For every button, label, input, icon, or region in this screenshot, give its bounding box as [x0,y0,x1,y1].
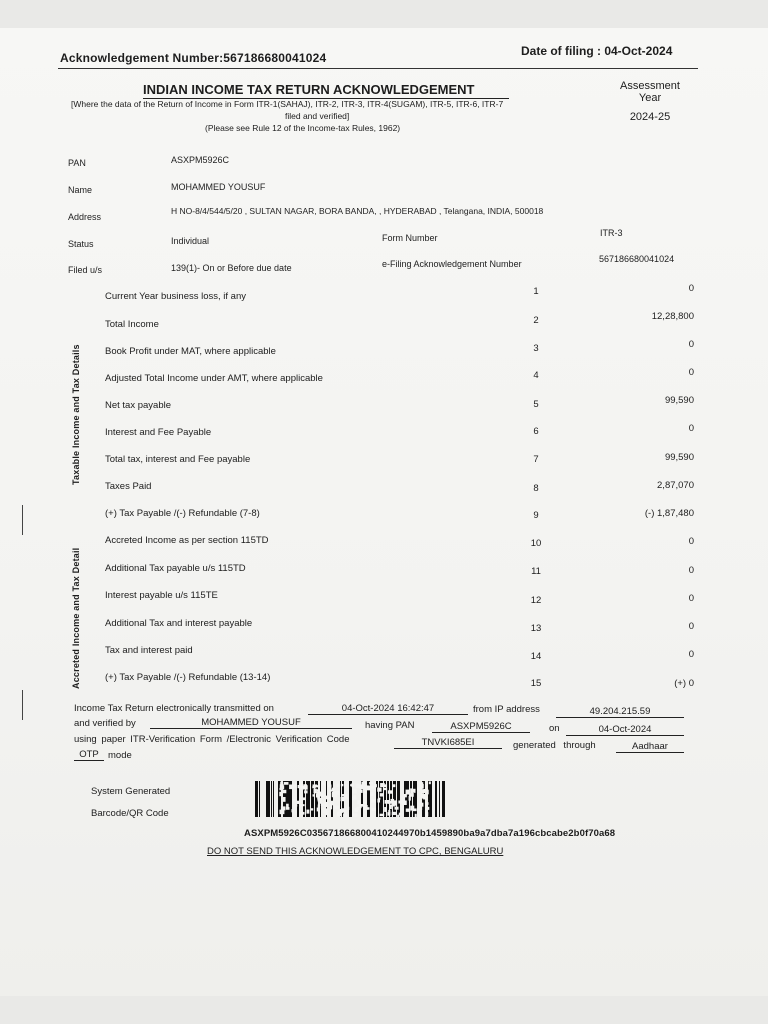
barcode-hash: ASXPM5926C035671866800410244970b1459890ba9a7dba7a196cbcabe2b0f70a68 [244,828,616,839]
row-number: 14 [530,651,542,662]
row-value: 0 [688,593,694,604]
system-generated-label: System Generated [91,786,171,797]
row-label: (+) Tax Payable /(-) Refundable (7-8) [105,508,260,519]
assessment-year-value: 2024-25 [629,111,671,123]
barcode-label: Barcode/QR Code [91,808,169,819]
row-value: 0 [688,536,694,547]
row-number: 5 [533,399,539,410]
row-value: 12,28,800 [651,311,694,322]
verification-method-b: OTP [74,749,104,761]
row-value: (+) 0 [674,678,694,689]
status-value: Individual [171,236,210,246]
form-number-value: ITR-3 [600,228,623,238]
transmitted-datetime: 04-Oct-2024 16:42:47 [308,703,468,715]
page-title: INDIAN INCOME TAX RETURN ACKNOWLEDGEMENT [143,82,475,97]
row-value: 0 [688,339,694,350]
section-accreted-label: Accreted Income and Tax Detail [71,547,81,689]
acknowledgement-number: Acknowledgement Number:567186680041024 [60,51,327,65]
row-label: Adjusted Total Income under AMT, where applicable [105,373,323,384]
pan-label: PAN [68,158,86,168]
row-number: 10 [530,538,542,549]
row-number: 8 [533,483,539,494]
subtitle-filed: filed and verified] [285,111,350,121]
row-label: Current Year business loss, if any [105,291,246,302]
row-label: Net tax payable [105,400,172,411]
row-number: 6 [533,426,539,437]
evc-code: TNVKI685EI [394,737,502,749]
row-number: 2 [533,315,539,326]
row-number: 3 [533,343,539,354]
row-value: 99,590 [664,395,694,406]
do-not-send-notice: DO NOT SEND THIS ACKNOWLEDGEMENT TO CPC, BENGALURU [207,846,504,857]
row-value: 0 [688,621,694,632]
section-taxable-label: Taxable Income and Tax Details [71,344,81,485]
name-label: Name [68,185,93,195]
header-rule [58,68,698,69]
barcode-image [255,781,451,817]
verification-method-a: Aadhaar [616,741,684,753]
name-value: MOHAMMED YOUSUF [171,182,266,192]
row-label: Total tax, interest and Fee payable [105,454,251,465]
verif-text-1: Income Tax Return electronically transmitted on [74,703,274,714]
verif-text-7: generated through [513,740,596,751]
row-value: 0 [688,367,694,378]
row-value: 0 [688,649,694,660]
margin-mark [22,690,23,720]
row-number: 9 [533,510,539,521]
row-number: 11 [531,566,541,577]
efiling-ack-value: 567186680041024 [599,254,675,264]
row-number: 15 [530,678,542,689]
row-label: Book Profit under MAT, where applicable [105,346,276,357]
row-label: Additional Tax payable u/s 115TD [105,563,246,574]
row-number: 7 [533,454,539,465]
assessment-year-label: Assessment Year [620,80,680,104]
row-label: Accreted Income as per section 115TD [105,535,269,546]
row-label: (+) Tax Payable /(-) Refundable (13-14) [105,672,271,683]
row-label: Taxes Paid [105,481,152,492]
margin-mark [22,505,23,535]
row-value: 0 [688,565,694,576]
subtitle-rule: (Please see Rule 12 of the Income-tax Rules, 1962) [205,123,401,133]
verified-pan: ASXPM5926C [432,721,530,733]
row-label: Interest payable u/s 115TE [105,590,218,601]
row-value: 2,87,070 [657,480,694,491]
verif-text-8: mode [108,750,132,761]
row-number: 13 [530,623,542,634]
pan-value: ASXPM5926C [171,155,230,165]
row-label: Additional Tax and interest payable [105,618,253,629]
filed-us-value: 139(1)- On or Before due date [171,263,292,273]
row-value: 0 [688,423,694,434]
row-value: 99,590 [664,452,694,463]
verif-text-2: from IP address [473,704,540,715]
verified-by: MOHAMMED YOUSUF [150,717,352,729]
subtitle-forms: [Where the data of the Return of Income in Form ITR-1(SAHAJ), ITR-2, ITR-3, ITR-4(SUGAM), ITR-5, ITR-6, ITR-7 [71,99,504,109]
ip-address: 49.204.215.59 [556,706,684,718]
verif-text-3: and verified by [74,718,136,729]
row-label: Interest and Fee Payable [105,427,212,438]
date-of-filing: Date of filing : 04-Oct-2024 [521,44,673,58]
row-label: Total Income [105,319,159,330]
verif-text-5: on [549,723,560,734]
form-number-label: Form Number [382,233,438,243]
verif-text-6: using paper ITR-Verification Form /Electronic Verification Code [74,734,350,745]
efiling-ack-label: e-Filing Acknowledgement Number [382,259,522,269]
row-number: 12 [530,595,542,606]
row-number: 4 [533,370,539,381]
row-number: 1 [533,286,539,297]
row-label: Tax and interest paid [105,645,193,656]
row-value: (-) 1,87,480 [644,508,694,519]
verified-date: 04-Oct-2024 [566,724,684,736]
address-label: Address [68,212,102,222]
verif-text-4: having PAN [365,720,415,731]
filed-us-label: Filed u/s [68,265,103,275]
row-value: 0 [688,283,694,294]
status-label: Status [68,239,94,249]
address-value: H NO-8/4/544/5/20 , SULTAN NAGAR, BORA BANDA, , HYDERABAD , Telangana, INDIA, 500018 [171,206,544,216]
